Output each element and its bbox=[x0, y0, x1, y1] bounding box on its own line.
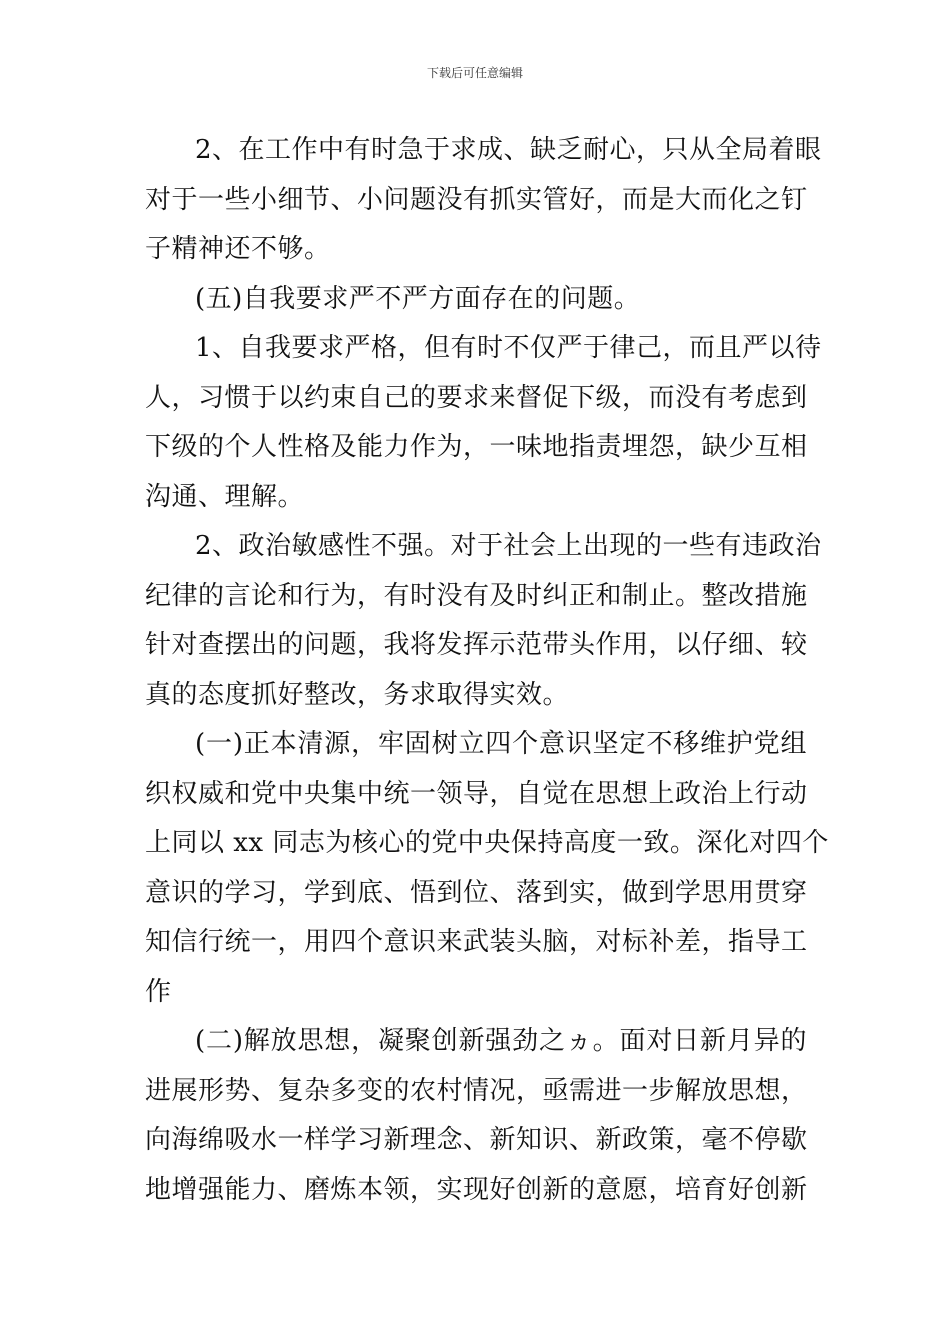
document-body bbox=[145, 126, 829, 1215]
text-line: 沟通、理解。 bbox=[145, 481, 305, 512]
text-line: 子精神还不够。 bbox=[145, 234, 331, 264]
text-line: (一)正本清源，牢固树立四个意识坚定不移维护党组 bbox=[195, 729, 807, 759]
text-line: 对于一些小细节、小问题没有抓实管好，而是大而化之钉 bbox=[145, 184, 808, 215]
text-line: 2、在工作中有时急于求成、缺乏耐心，只从全局着眼 bbox=[195, 135, 822, 165]
text-line: 进展形势、复杂多变的农村情况，亟需进一步解放思想， bbox=[145, 1075, 808, 1106]
text-line: 下级的个人性格及能力作为，一味地指责埋怨，缺少互相 bbox=[145, 432, 808, 462]
text-line: 1、自我要求严格，但有时不仅严于律己，而且严以待 bbox=[195, 333, 822, 363]
text-line: 纪律的言论和行为，有时没有及时纠正和制止。整改措施 bbox=[145, 580, 808, 611]
text-line: 针对查摆出的问题，我将发挥示范带头作用，以仔细、较 bbox=[145, 630, 808, 660]
text-line: 向海绵吸水一样学习新理念、新知识、新政策，毫不停歇 bbox=[145, 1125, 808, 1155]
text-line: 意识的学习，学到底、悟到位、落到实，做到学思用贯穿 bbox=[145, 877, 808, 908]
text-line: (二)解放思想，凝聚创新强劲之ヵ。面对日新月异的 bbox=[195, 1026, 807, 1056]
text-line: 知信行统一，用四个意识来武装头脑，对标补差，指导工 bbox=[145, 927, 808, 957]
text-line: 真的态度抓好整改，务求取得实效。 bbox=[145, 679, 570, 710]
text-line: 地增强能力、磨炼本领，实现好创新的意愿，培育好创新 bbox=[145, 1174, 808, 1205]
text-line: (五)自我要求严不严方面存在的问题。 bbox=[195, 283, 641, 314]
text-line: 织权威和党中央集中统一领导，自觉在思想上政治上行动 bbox=[145, 778, 808, 809]
text-line: 作 bbox=[145, 976, 172, 1007]
header-note: 下载后可任意编辑 bbox=[426, 66, 523, 80]
text-line: 2、政治敏感性不强。对于社会上出现的一些有违政治 bbox=[195, 531, 822, 561]
text-line: 人，习惯于以约束自己的要求来督促下级，而没有考虑到 bbox=[145, 382, 808, 413]
text-line: 上同以 xx 同志为核心的党中央保持高度一致。深化对四个 bbox=[145, 828, 829, 858]
